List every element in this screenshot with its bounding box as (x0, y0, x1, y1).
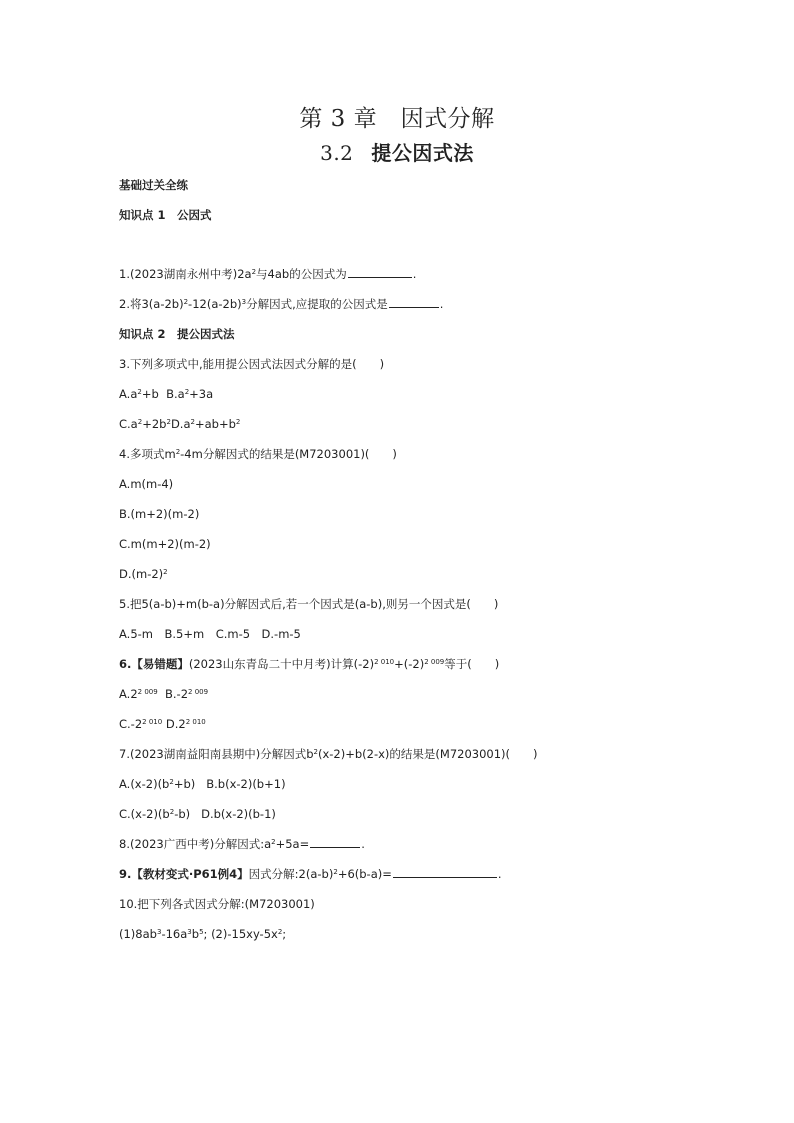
question-7: 7.(2023湖南益阳南县期中)分解因式$b^2(x-2)+b(2-x)$的结果是(M7203001)( ) (119, 747, 538, 761)
answer-blank[interactable] (310, 836, 360, 848)
question-8: 8.(2023广西中考)分解因式$:a^2+5a=$ . (119, 837, 365, 851)
question-4-option-b: B.(m+2)(m-2) (119, 507, 200, 521)
question-7-options-ab: $A.(x-2)(b^2+b)$ B.b(x-2)(b+1) (119, 777, 286, 791)
question-10: 10.把下列各式因式分解:(M7203001) (119, 897, 315, 911)
answer-blank[interactable] (348, 266, 412, 278)
question-5-options: A.5-m B.5+m C.m-5 D.-m-5 (119, 627, 301, 641)
question-2: 2.将$3(a-2b)^2-12(a-2b)^3$分解因式,应提取的公因式是 . (119, 297, 444, 311)
knowledge-point-1: 知识点 1 公因式 (119, 208, 212, 222)
answer-blank[interactable] (389, 296, 439, 308)
question-3-options-cd: $C.a^2+2b^2D.a^2+ab+b^2$ (119, 417, 241, 431)
chapter-title: 第 3 章 因式分解 (299, 106, 495, 132)
question-1: 1.(2023湖南永州中考)$2a^2$与4ab的公因式为 . (119, 267, 417, 281)
section-title-line (0, 137, 794, 166)
knowledge-point-2: 知识点 2 提公因式法 (119, 327, 235, 341)
section-title: 提公因式法 (371, 141, 474, 165)
question-6: 6.【易错题】(2023山东青岛二十中月考)计算$(-2)^{2 010}+(-2)^{2 009}$等于( ) (119, 657, 500, 671)
question-4-option-c: C.m(m+2)(m-2) (119, 537, 211, 551)
question-10-parts: $(1)8ab^3-16a^3b^5$; $(2)-15xy-5x^2$; (119, 927, 287, 941)
question-6-options-cd: $C.-2^{2 010}$ $D.2^{2 010}$ (119, 717, 206, 731)
exercise-heading: 基础过关全练 (119, 178, 188, 192)
question-4-option-a: A.m(m-4) (119, 477, 174, 491)
answer-blank[interactable] (393, 866, 497, 878)
question-6-options-ab: $A.2^{2 009}$ $B.-2^{2 009}$ (119, 687, 209, 701)
question-9: 9.【教材变式·P61例4】因式分解$:2(a-b)^2+6(b-a)=$ . (119, 867, 502, 881)
question-4-option-d: $D.(m-2)^2$ (119, 567, 168, 581)
section-number: 3.2 (320, 141, 354, 165)
question-4: 4.多项式$m^2-4m$分解因式的结果是(M7203001)( ) (119, 447, 397, 461)
question-5: 5.把5(a-b)+m(b-a)分解因式后,若一个因式是(a-b),则另一个因式是( ) (119, 597, 499, 611)
question-7-options-cd: $C.(x-2)(b^2-b)$ D.b(x-2)(b-1) (119, 807, 276, 821)
question-3: 3.下列多项式中,能用提公因式法因式分解的是( ) (119, 357, 385, 371)
question-3-options-ab: $A.a^2+b$ $B.a^2+3a$ (119, 387, 214, 401)
